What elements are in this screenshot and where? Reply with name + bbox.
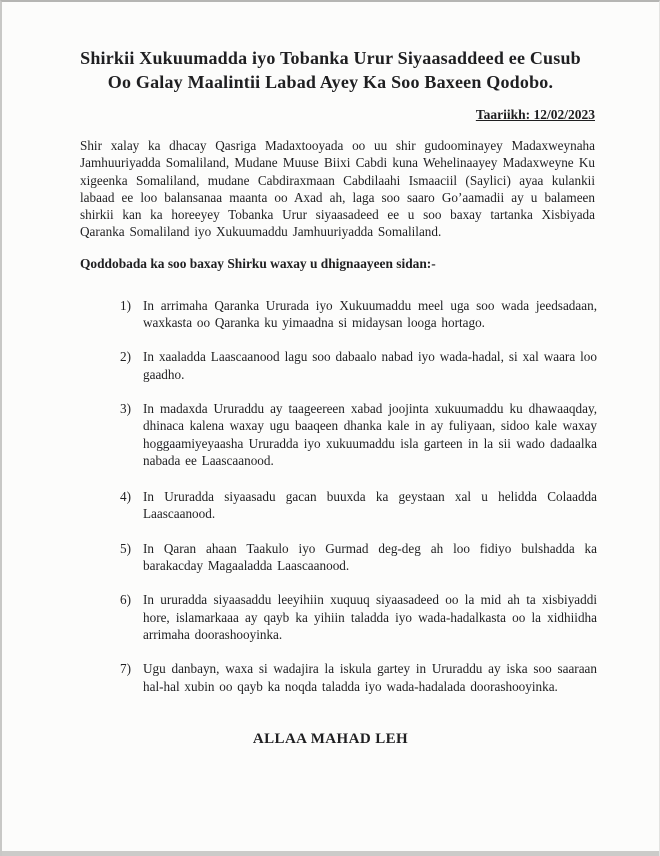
item-text: In madaxda Ururaddu ay taageereen xabad joojinta xukuumaddu ku dhawaaqday, dhinaca kalena waxay ugu baaqeen dhanka kale in ay fuliyaan, sidoo kale waxay hoggaamiyeyaasha Ururadda iyo xukuumaddu isla garteen in la sii wado dadaalka nabada ee Laascaanood. xyxy=(143,400,597,468)
list-item xyxy=(120,488,597,523)
item-text: In arrimaha Qaranka Ururada iyo Xukuumaddu meel uga soo wada jeedsadaan, waxkasta oo Qaranka ku yimaadna si midaysan looga hortago. xyxy=(143,297,597,331)
item-number: 1) xyxy=(120,297,131,313)
title-line-1: Shirkii Xukuumadda iyo Tobanka Urur Siyaasaddeed ee Cusub xyxy=(80,48,581,68)
item-text: In ururadda siyaasaddu leeyihiin xuquuq siyaasadeed oo la mid ah ta xisbiyaddi hore, islamarkaaa ay qayb ka yihiin taladda iyo wada-hadalkasta oo la xidhiidha arrimaha doorashooyinka. xyxy=(143,592,597,642)
item-number: 7) xyxy=(120,661,131,677)
item-number: 2) xyxy=(120,349,131,365)
list-item xyxy=(120,660,597,695)
item-number: 4) xyxy=(120,489,131,505)
item-text: In xaaladda Laascaanood lagu soo dabaalo nabad iyo wada-hadal, si xal waara loo gaadho. xyxy=(143,349,597,382)
closing-line: ALLAA MAHAD LEH xyxy=(252,730,409,747)
list-item xyxy=(120,540,597,575)
intro-paragraph: Shir xalay ka dhacay Qasriga Madaxtooyada oo uu shir gudoominayey Madaxweynaha Jamhuuriyadda Somaliland, Mudane Muuse Biixi Cabdi kuna Wehelinaayey Madaxweyne Ku xigeenka Somaliland, mudane Cabdiraxmaan Cabdilaahi Ismaaciil (Saylici) ayaa kulankii labaad ee loo balansanaa maanta oo Axad ah, laga soo saaro Go’aamadii ay u balameen shirkii kan ka horeeyey Tobanka Urur siyaasadeed ee u soo baxay tartanka Xisbiyada Qaranka Somaliland iyo Xukuumaddu Jamhuuriyadda Somaliland. xyxy=(80,138,595,240)
date-row xyxy=(2,107,595,123)
list-item xyxy=(120,348,597,383)
item-text: In Qaran ahaan Taakulo iyo Gurmad deg-deg ah loo fidiyo bulshadda ka barakacday Magaaladda Laascaanood. xyxy=(143,540,597,574)
item-number: 3) xyxy=(120,400,131,416)
item-text: Ugu danbayn, waxa si wadajira la iskula gartey in Ururaddu ay iska soo saaraan hal-hal xubin oo qayb ka noqda taladda iyo wada-hadalada doorashooyinka. xyxy=(143,661,597,694)
date-label: Taariikh: 12/02/2023 xyxy=(475,107,595,122)
item-text: In Ururadda siyaasadu gacan buuxda ka geystaan xal u helidda Colaadda Laascaanood. xyxy=(143,489,597,522)
item-number: 5) xyxy=(120,540,131,556)
item-number: 6) xyxy=(120,592,131,608)
scan-edge-strip xyxy=(2,851,659,856)
list-heading: Qoddobada ka soo baxay Shirku waxay u dhignaayeen sidan:- xyxy=(80,255,436,271)
numbered-list xyxy=(2,297,659,695)
title-line-2: Oo Galay Maalintii Labad Ayey Ka Soo Baxeen Qodobo. xyxy=(107,72,554,92)
document-title xyxy=(42,46,619,94)
list-item xyxy=(120,297,597,332)
list-item xyxy=(120,400,597,469)
list-item xyxy=(120,591,597,643)
